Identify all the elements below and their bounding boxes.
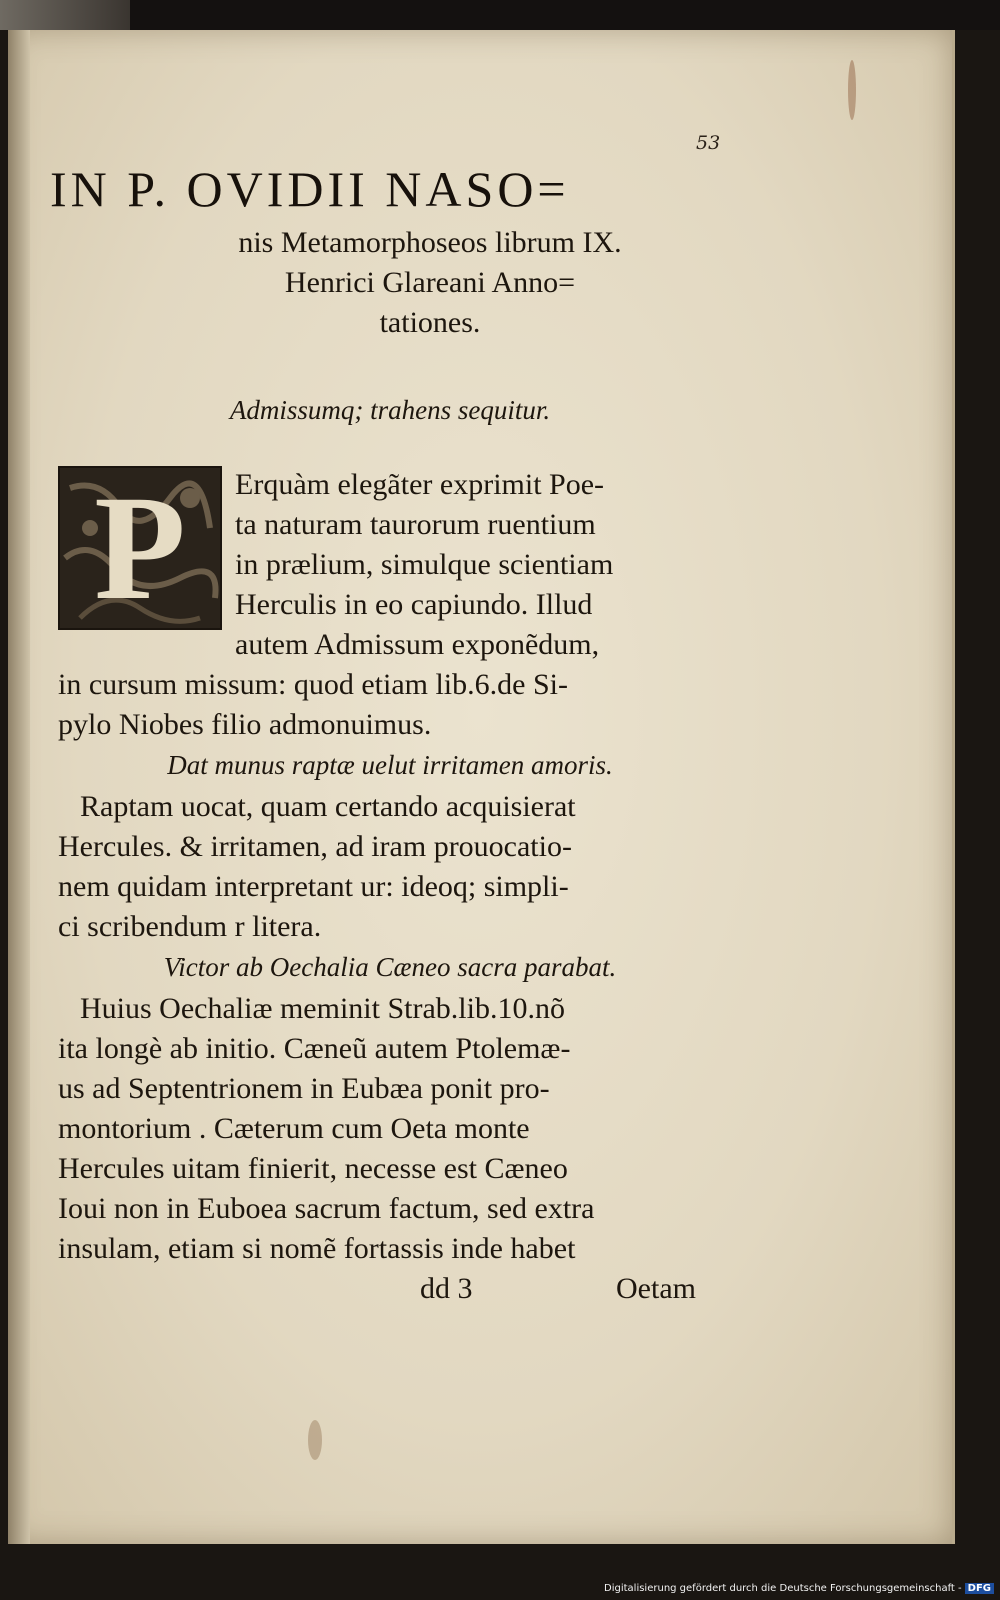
paper-stain (308, 1420, 322, 1460)
paper-stain (848, 60, 856, 120)
text-line: pylo Niobes filio admonuimus. (58, 708, 432, 741)
text-line: Erquàm elegãter exprimit Poe- (235, 468, 605, 501)
text-line: Hercules. & irritamen, ad iram prouocatio- (58, 830, 572, 863)
text-line: ta naturam taurorum ruentium (235, 508, 596, 541)
text-line: Hercules uitam finierit, necesse est Cæneo (58, 1152, 568, 1185)
subtitle-line: nis Metamorphoseos librum IX. (238, 226, 622, 259)
signature-mark: dd 3 (420, 1272, 473, 1305)
scan-top-border (0, 0, 1000, 30)
credit-text: Digitalisierung gefördert durch die Deutsche Forschungsgemeinschaft - (604, 1583, 962, 1594)
book-spine (0, 0, 130, 30)
text-line: in prælium, simulque scientiam (235, 548, 614, 581)
text-line: insulam, etiam si nomẽ fortassis inde habet (58, 1232, 576, 1265)
dfg-logo: DFG (965, 1583, 994, 1594)
text-line: ita longè ab initio. Cæneũ autem Ptolemæ- (58, 1032, 571, 1065)
digitization-credit (604, 1583, 994, 1594)
catchword: Oetam (616, 1272, 696, 1305)
text-line: Herculis in eo capiundo. Illud (235, 588, 593, 621)
initial-letter: P (94, 466, 186, 630)
lemma-heading: Admissumq; trahens sequitur. (229, 395, 551, 425)
text-line: autem Admissum exponẽdum, (235, 628, 600, 661)
subtitle-line: Henrici Glareani Anno= (284, 266, 576, 299)
page-title: IN P. OVIDII NASO= (50, 161, 570, 217)
page-number: 53 (696, 132, 721, 154)
text-line: Huius Oechaliæ meminit Strab.lib.10.nõ (80, 992, 565, 1025)
text-line: Ioui non in Euboea sacrum factum, sed extra (58, 1192, 595, 1225)
lemma-heading: Victor ab Oechalia Cæneo sacra parabat. (163, 952, 617, 982)
text-line: us ad Septentrionem in Eubæa ponit pro- (58, 1072, 550, 1105)
text-line: montorium . Cæterum cum Oeta monte (58, 1112, 530, 1145)
decorated-initial (58, 466, 222, 630)
lemma-heading: Dat munus raptæ uelut irritamen amoris. (167, 750, 613, 780)
text-line: nem quidam interpretant ur: ideoq; simpli- (58, 870, 569, 903)
text-line: in cursum missum: quod etiam lib.6.de Si- (58, 668, 568, 701)
text-line: Raptam uocat, quam certando acquisierat (80, 790, 576, 823)
text-line: ci scribendum r litera. (58, 910, 322, 943)
page-gutter (8, 30, 30, 1544)
subtitle-line: tationes. (379, 306, 481, 339)
